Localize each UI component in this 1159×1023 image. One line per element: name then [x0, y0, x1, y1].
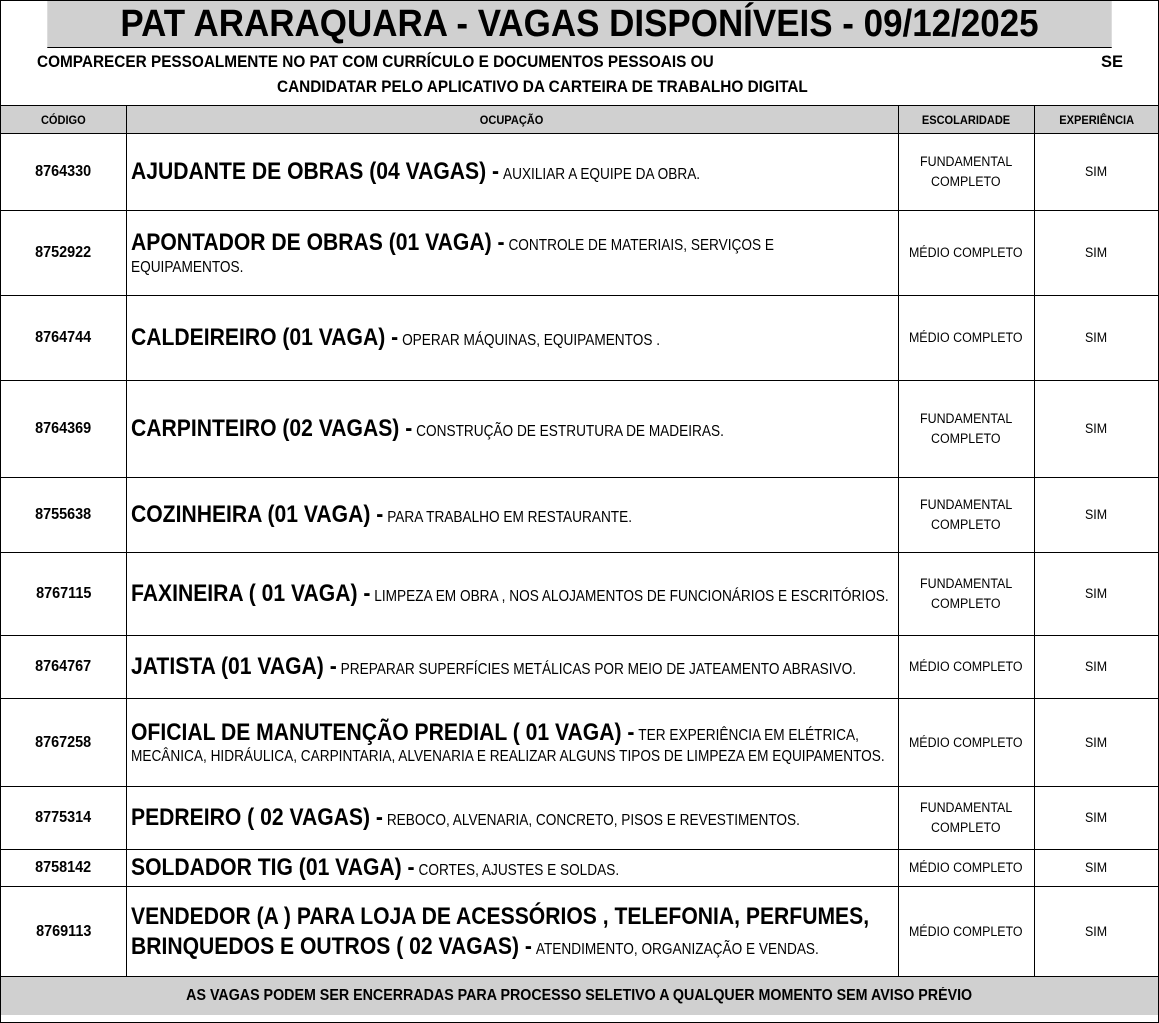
job-description: OPERAR MÁQUINAS, EQUIPAMENTOS . [401, 332, 660, 350]
job-occupation [126, 478, 898, 553]
education-value-line-2: COMPLETO [931, 517, 1001, 532]
education-value: FUNDAMENTAL [919, 576, 1013, 592]
job-education [898, 296, 1034, 381]
table-row [1, 211, 1158, 296]
job-code: 8755638 [1, 478, 126, 553]
job-occupation [126, 211, 898, 296]
job-title: JATISTA (01 VAGA) - [130, 653, 337, 681]
instructions-notice [1, 48, 1158, 106]
job-experience: SIM [1034, 636, 1158, 699]
job-title: SOLDADOR TIG (01 VAGA) - [130, 854, 415, 882]
job-title: OFICIAL DE MANUTENÇÃO PREDIAL ( 01 VAGA) - [130, 718, 634, 746]
job-education [898, 134, 1034, 211]
job-title: CARPINTEIRO (02 VAGAS) - [130, 415, 412, 443]
job-experience: SIM [1034, 887, 1158, 977]
notice-line-2: CANDIDATAR PELO APLICATIVO DA CARTEIRA DE TRABALHO DIGITAL [277, 78, 808, 96]
job-title: AJUDANTE DE OBRAS (04 VAGAS) - [130, 158, 499, 186]
job-experience: SIM [1034, 850, 1158, 887]
job-title: COZINHEIRA (01 VAGA) - [130, 501, 383, 529]
job-experience: SIM [1034, 381, 1158, 478]
table-header-row [1, 106, 1158, 134]
education-value: MÉDIO COMPLETO [909, 923, 1023, 939]
job-occupation [126, 381, 898, 478]
job-experience: SIM [1034, 787, 1158, 850]
table-row [1, 296, 1158, 381]
header-code: CÓDIGO [1, 106, 126, 134]
job-description: TER EXPERIÊNCIA EM ELÉTRICA, MECÂNICA, HIDRÁULICA, CARPINTARIA, ALVENARIA E REALIZAR ALGUNS TIPOS DE LIMPEZA EM EQUIPAMENTOS. [130, 726, 885, 766]
job-education [898, 553, 1034, 636]
header-experience: EXPERIÊNCIA [1034, 106, 1158, 134]
job-title: CALDEIREIRO (01 VAGA) - [130, 324, 398, 352]
job-education [898, 478, 1034, 553]
job-occupation [126, 134, 898, 211]
table-row [1, 887, 1158, 977]
job-description: CONTROLE DE MATERIAIS, SERVIÇOS E EQUIPAMENTOS. [130, 237, 774, 276]
job-code: 8769113 [1, 887, 126, 977]
job-description: REBOCO, ALVENARIA, CONCRETO, PISOS E REVESTIMENTOS. [386, 812, 800, 830]
table-row [1, 850, 1158, 887]
education-value: MÉDIO COMPLETO [909, 860, 1023, 876]
job-education [898, 381, 1034, 478]
job-occupation [126, 553, 898, 636]
notice-line-1-end: SE [1101, 53, 1124, 71]
education-value-line-2: COMPLETO [931, 596, 1001, 611]
education-value: FUNDAMENTAL [919, 800, 1013, 816]
table-row [1, 636, 1158, 699]
job-title: APONTADOR DE OBRAS (01 VAGA) - [130, 229, 505, 257]
header-education: ESCOLARIDADE [898, 106, 1034, 134]
job-description: PREPARAR SUPERFÍCIES METÁLICAS POR MEIO DE JATEAMENTO ABRASIVO. [340, 661, 856, 679]
jobs-table [1, 106, 1158, 977]
job-description: ATENDIMENTO, ORGANIZAÇÃO E VENDAS. [535, 940, 819, 958]
job-occupation [126, 699, 898, 787]
education-value: FUNDAMENTAL [919, 154, 1013, 170]
job-title: FAXINEIRA ( 01 VAGA) - [130, 580, 370, 608]
table-row [1, 787, 1158, 850]
education-value: MÉDIO COMPLETO [909, 245, 1023, 261]
job-occupation [126, 887, 898, 977]
job-occupation [126, 296, 898, 381]
education-value-line-2: COMPLETO [931, 820, 1001, 835]
job-code: 8775314 [1, 787, 126, 850]
table-row [1, 478, 1158, 553]
job-description: LIMPEZA EM OBRA , NOS ALOJAMENTOS DE FUNCIONÁRIOS E ESCRITÓRIOS. [373, 588, 889, 606]
job-title: VENDEDOR (A ) PARA LOJA DE ACESSÓRIOS , TELEFONIA, PERFUMES, BRINQUEDOS E OUTROS ( 02 VAGAS) - [130, 903, 869, 960]
job-occupation [126, 636, 898, 699]
table-row [1, 553, 1158, 636]
education-value-line-2: COMPLETO [931, 431, 1001, 446]
page-title: PAT ARARAQUARA - VAGAS DISPONÍVEIS - 09/12/2025 [47, 1, 1111, 48]
job-code: 8767115 [1, 553, 126, 636]
job-experience: SIM [1034, 211, 1158, 296]
footer-disclaimer: AS VAGAS PODEM SER ENCERRADAS PARA PROCESSO SELETIVO A QUALQUER MOMENTO SEM AVISO PRÉVIO [1, 977, 1158, 1015]
job-description: PARA TRABALHO EM RESTAURANTE. [386, 509, 632, 527]
job-code: 8764330 [1, 134, 126, 211]
job-code: 8764744 [1, 296, 126, 381]
education-value: MÉDIO COMPLETO [909, 330, 1023, 346]
job-education [898, 850, 1034, 887]
table-row [1, 699, 1158, 787]
table-row [1, 134, 1158, 211]
job-code: 8767258 [1, 699, 126, 787]
job-experience: SIM [1034, 134, 1158, 211]
job-code: 8758142 [1, 850, 126, 887]
table-row [1, 381, 1158, 478]
job-occupation [126, 850, 898, 887]
job-description: CONSTRUÇÃO DE ESTRUTURA DE MADEIRAS. [415, 423, 724, 441]
job-education [898, 636, 1034, 699]
notice-line-1: COMPARECER PESSOALMENTE NO PAT COM CURRÍCULO E DOCUMENTOS PESSOAIS OU [37, 53, 714, 71]
job-education [898, 787, 1034, 850]
job-experience: SIM [1034, 553, 1158, 636]
job-education [898, 699, 1034, 787]
job-description: CORTES, AJUSTES E SOLDAS. [417, 862, 619, 880]
job-experience: SIM [1034, 699, 1158, 787]
education-value: FUNDAMENTAL [919, 411, 1013, 427]
education-value-line-2: COMPLETO [931, 174, 1001, 189]
education-value: MÉDIO COMPLETO [909, 659, 1023, 675]
education-value: MÉDIO COMPLETO [909, 734, 1023, 750]
job-description: AUXILIAR A EQUIPE DA OBRA. [502, 166, 700, 184]
job-code: 8764369 [1, 381, 126, 478]
education-value: FUNDAMENTAL [919, 497, 1013, 513]
job-occupation [126, 787, 898, 850]
job-title: PEDREIRO ( 02 VAGAS) - [130, 804, 383, 832]
job-education [898, 887, 1034, 977]
job-code: 8764767 [1, 636, 126, 699]
job-experience: SIM [1034, 478, 1158, 553]
job-code: 8752922 [1, 211, 126, 296]
job-education [898, 211, 1034, 296]
job-experience: SIM [1034, 296, 1158, 381]
header-occupation: OCUPAÇÃO [126, 106, 898, 134]
